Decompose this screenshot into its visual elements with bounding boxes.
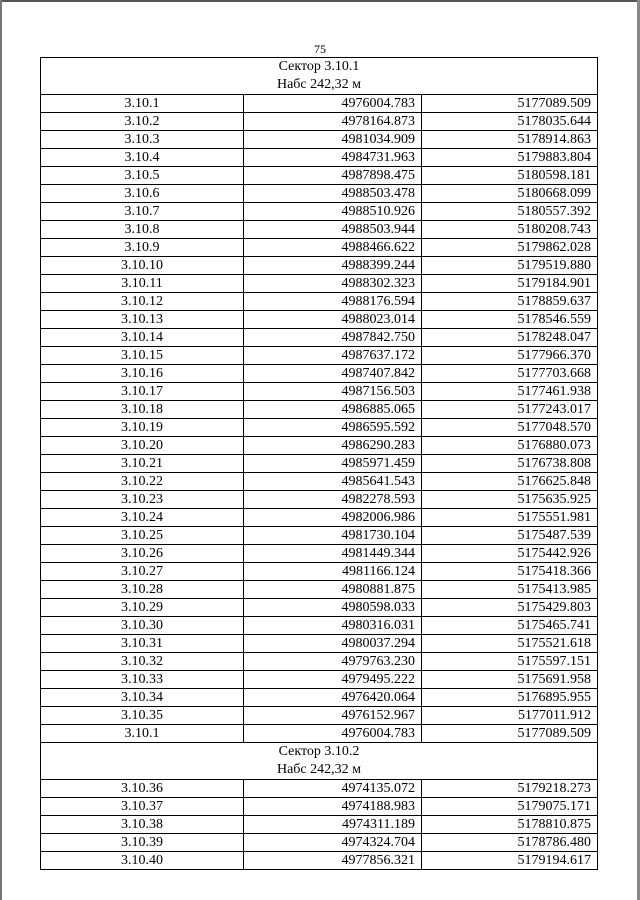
x-coordinate-cell: 4981730.104 — [244, 527, 422, 545]
table-row — [41, 203, 598, 221]
y-coordinate-cell: 5180208.743 — [422, 221, 598, 239]
table-row — [41, 581, 598, 599]
point-id-cell: 3.10.14 — [41, 329, 244, 347]
point-id-cell: 3.10.31 — [41, 635, 244, 653]
y-coordinate-cell: 5175597.151 — [422, 653, 598, 671]
x-coordinate-cell: 4977856.321 — [244, 852, 422, 870]
table-row — [41, 780, 598, 798]
x-coordinate-cell: 4986595.592 — [244, 419, 422, 437]
x-coordinate-cell: 4988176.594 — [244, 293, 422, 311]
y-coordinate-cell: 5177089.509 — [422, 95, 598, 113]
y-coordinate-cell: 5178546.559 — [422, 311, 598, 329]
x-coordinate-cell: 4979495.222 — [244, 671, 422, 689]
point-id-cell: 3.10.8 — [41, 221, 244, 239]
y-coordinate-cell: 5180557.392 — [422, 203, 598, 221]
y-coordinate-cell: 5175429.803 — [422, 599, 598, 617]
scan-edge-left — [0, 0, 2, 900]
point-id-cell: 3.10.16 — [41, 365, 244, 383]
y-coordinate-cell: 5178810.875 — [422, 816, 598, 834]
y-coordinate-cell: 5177011.912 — [422, 707, 598, 725]
point-id-cell: 3.10.5 — [41, 167, 244, 185]
table-row — [41, 852, 598, 870]
table-row — [41, 437, 598, 455]
point-id-cell: 3.10.22 — [41, 473, 244, 491]
x-coordinate-cell: 4974188.983 — [244, 798, 422, 816]
table-row — [41, 527, 598, 545]
coordinates-table-body — [41, 58, 598, 870]
x-coordinate-cell: 4988023.014 — [244, 311, 422, 329]
x-coordinate-cell: 4988399.244 — [244, 257, 422, 275]
table-row — [41, 563, 598, 581]
point-id-cell: 3.10.4 — [41, 149, 244, 167]
point-id-cell: 3.10.17 — [41, 383, 244, 401]
y-coordinate-cell: 5179194.617 — [422, 852, 598, 870]
x-coordinate-cell: 4974135.072 — [244, 780, 422, 798]
point-id-cell: 3.10.39 — [41, 834, 244, 852]
point-id-cell: 3.10.29 — [41, 599, 244, 617]
y-coordinate-cell: 5179218.273 — [422, 780, 598, 798]
x-coordinate-cell: 4988510.926 — [244, 203, 422, 221]
table-row — [41, 455, 598, 473]
y-coordinate-cell: 5177461.938 — [422, 383, 598, 401]
table-row — [41, 401, 598, 419]
y-coordinate-cell: 5175635.925 — [422, 491, 598, 509]
x-coordinate-cell: 4988503.944 — [244, 221, 422, 239]
y-coordinate-cell: 5179184.901 — [422, 275, 598, 293]
y-coordinate-cell: 5180668.099 — [422, 185, 598, 203]
y-coordinate-cell: 5178786.480 — [422, 834, 598, 852]
coordinates-table — [40, 57, 598, 870]
x-coordinate-cell: 4985971.459 — [244, 455, 422, 473]
point-id-cell: 3.10.15 — [41, 347, 244, 365]
table-row — [41, 185, 598, 203]
sector-header-row — [41, 58, 598, 95]
x-coordinate-cell: 4976152.967 — [244, 707, 422, 725]
y-coordinate-cell: 5177089.509 — [422, 725, 598, 743]
table-row — [41, 347, 598, 365]
point-id-cell: 3.10.12 — [41, 293, 244, 311]
table-row — [41, 635, 598, 653]
point-id-cell: 3.10.32 — [41, 653, 244, 671]
y-coordinate-cell: 5175413.985 — [422, 581, 598, 599]
y-coordinate-cell: 5179075.171 — [422, 798, 598, 816]
x-coordinate-cell: 4988302.323 — [244, 275, 422, 293]
point-id-cell: 3.10.23 — [41, 491, 244, 509]
x-coordinate-cell: 4980037.294 — [244, 635, 422, 653]
point-id-cell: 3.10.18 — [41, 401, 244, 419]
point-id-cell: 3.10.30 — [41, 617, 244, 635]
point-id-cell: 3.10.38 — [41, 816, 244, 834]
table-row — [41, 221, 598, 239]
table-row — [41, 311, 598, 329]
table-row — [41, 798, 598, 816]
x-coordinate-cell: 4987407.842 — [244, 365, 422, 383]
y-coordinate-cell: 5180598.181 — [422, 167, 598, 185]
point-id-cell: 3.10.21 — [41, 455, 244, 473]
point-id-cell: 3.10.25 — [41, 527, 244, 545]
y-coordinate-cell: 5175442.926 — [422, 545, 598, 563]
table-row — [41, 671, 598, 689]
x-coordinate-cell: 4986885.065 — [244, 401, 422, 419]
table-row — [41, 653, 598, 671]
y-coordinate-cell: 5179883.804 — [422, 149, 598, 167]
y-coordinate-cell: 5176625.848 — [422, 473, 598, 491]
table-row — [41, 509, 598, 527]
x-coordinate-cell: 4982278.593 — [244, 491, 422, 509]
y-coordinate-cell: 5175551.981 — [422, 509, 598, 527]
x-coordinate-cell: 4978164.873 — [244, 113, 422, 131]
point-id-cell: 3.10.2 — [41, 113, 244, 131]
table-row — [41, 834, 598, 852]
table-row — [41, 167, 598, 185]
point-id-cell: 3.10.36 — [41, 780, 244, 798]
table-row — [41, 95, 598, 113]
table-row — [41, 329, 598, 347]
point-id-cell: 3.10.1 — [41, 725, 244, 743]
table-row — [41, 383, 598, 401]
x-coordinate-cell: 4988503.478 — [244, 185, 422, 203]
x-coordinate-cell: 4985641.543 — [244, 473, 422, 491]
x-coordinate-cell: 4982006.986 — [244, 509, 422, 527]
x-coordinate-cell: 4987156.503 — [244, 383, 422, 401]
y-coordinate-cell: 5175691.958 — [422, 671, 598, 689]
x-coordinate-cell: 4979763.230 — [244, 653, 422, 671]
y-coordinate-cell: 5176895.955 — [422, 689, 598, 707]
page-number: 75 — [314, 42, 326, 56]
y-coordinate-cell: 5178035.644 — [422, 113, 598, 131]
point-id-cell: 3.10.33 — [41, 671, 244, 689]
point-id-cell: 3.10.6 — [41, 185, 244, 203]
table-row — [41, 599, 598, 617]
y-coordinate-cell: 5179862.028 — [422, 239, 598, 257]
sector-elevation: Набс 242,32 м — [276, 762, 362, 777]
table-row — [41, 365, 598, 383]
table-row — [41, 725, 598, 743]
point-id-cell: 3.10.26 — [41, 545, 244, 563]
point-id-cell: 3.10.24 — [41, 509, 244, 527]
y-coordinate-cell: 5177966.370 — [422, 347, 598, 365]
y-coordinate-cell: 5179519.880 — [422, 257, 598, 275]
y-coordinate-cell: 5175487.539 — [422, 527, 598, 545]
x-coordinate-cell: 4976420.064 — [244, 689, 422, 707]
table-row — [41, 239, 598, 257]
point-id-cell: 3.10.13 — [41, 311, 244, 329]
y-coordinate-cell: 5175521.618 — [422, 635, 598, 653]
sector-title: Сектор 3.10.1 — [278, 59, 360, 74]
point-id-cell: 3.10.40 — [41, 852, 244, 870]
table-row — [41, 707, 598, 725]
point-id-cell: 3.10.9 — [41, 239, 244, 257]
point-id-cell: 3.10.35 — [41, 707, 244, 725]
x-coordinate-cell: 4974324.704 — [244, 834, 422, 852]
x-coordinate-cell: 4980881.875 — [244, 581, 422, 599]
y-coordinate-cell: 5177703.668 — [422, 365, 598, 383]
y-coordinate-cell: 5177243.017 — [422, 401, 598, 419]
table-row — [41, 473, 598, 491]
sector-header-row — [41, 743, 598, 780]
table-row — [41, 816, 598, 834]
table-row — [41, 113, 598, 131]
y-coordinate-cell: 5175465.741 — [422, 617, 598, 635]
y-coordinate-cell: 5178248.047 — [422, 329, 598, 347]
x-coordinate-cell: 4980316.031 — [244, 617, 422, 635]
point-id-cell: 3.10.37 — [41, 798, 244, 816]
point-id-cell: 3.10.27 — [41, 563, 244, 581]
y-coordinate-cell: 5178859.637 — [422, 293, 598, 311]
point-id-cell: 3.10.7 — [41, 203, 244, 221]
table-row — [41, 149, 598, 167]
table-row — [41, 131, 598, 149]
y-coordinate-cell: 5178914.863 — [422, 131, 598, 149]
point-id-cell: 3.10.1 — [41, 95, 244, 113]
y-coordinate-cell: 5177048.570 — [422, 419, 598, 437]
table-row — [41, 617, 598, 635]
point-id-cell: 3.10.3 — [41, 131, 244, 149]
table-row — [41, 491, 598, 509]
sector-header — [41, 58, 598, 95]
x-coordinate-cell: 4987898.475 — [244, 167, 422, 185]
point-id-cell: 3.10.19 — [41, 419, 244, 437]
scan-edge-top — [0, 0, 640, 2]
point-id-cell: 3.10.11 — [41, 275, 244, 293]
sector-elevation: Набс 242,32 м — [276, 77, 362, 92]
x-coordinate-cell: 4988466.622 — [244, 239, 422, 257]
point-id-cell: 3.10.10 — [41, 257, 244, 275]
x-coordinate-cell: 4987842.750 — [244, 329, 422, 347]
table-row — [41, 689, 598, 707]
y-coordinate-cell: 5176738.808 — [422, 455, 598, 473]
table-row — [41, 419, 598, 437]
sector-header — [41, 743, 598, 780]
point-id-cell: 3.10.34 — [41, 689, 244, 707]
x-coordinate-cell: 4984731.963 — [244, 149, 422, 167]
point-id-cell: 3.10.20 — [41, 437, 244, 455]
x-coordinate-cell: 4980598.033 — [244, 599, 422, 617]
y-coordinate-cell: 5175418.366 — [422, 563, 598, 581]
table-row — [41, 293, 598, 311]
point-id-cell: 3.10.28 — [41, 581, 244, 599]
x-coordinate-cell: 4976004.783 — [244, 725, 422, 743]
x-coordinate-cell: 4981449.344 — [244, 545, 422, 563]
table-row — [41, 275, 598, 293]
x-coordinate-cell: 4976004.783 — [244, 95, 422, 113]
sector-title: Сектор 3.10.2 — [278, 744, 360, 759]
x-coordinate-cell: 4986290.283 — [244, 437, 422, 455]
table-row — [41, 545, 598, 563]
x-coordinate-cell: 4981166.124 — [244, 563, 422, 581]
x-coordinate-cell: 4974311.189 — [244, 816, 422, 834]
x-coordinate-cell: 4981034.909 — [244, 131, 422, 149]
x-coordinate-cell: 4987637.172 — [244, 347, 422, 365]
y-coordinate-cell: 5176880.073 — [422, 437, 598, 455]
table-row — [41, 257, 598, 275]
